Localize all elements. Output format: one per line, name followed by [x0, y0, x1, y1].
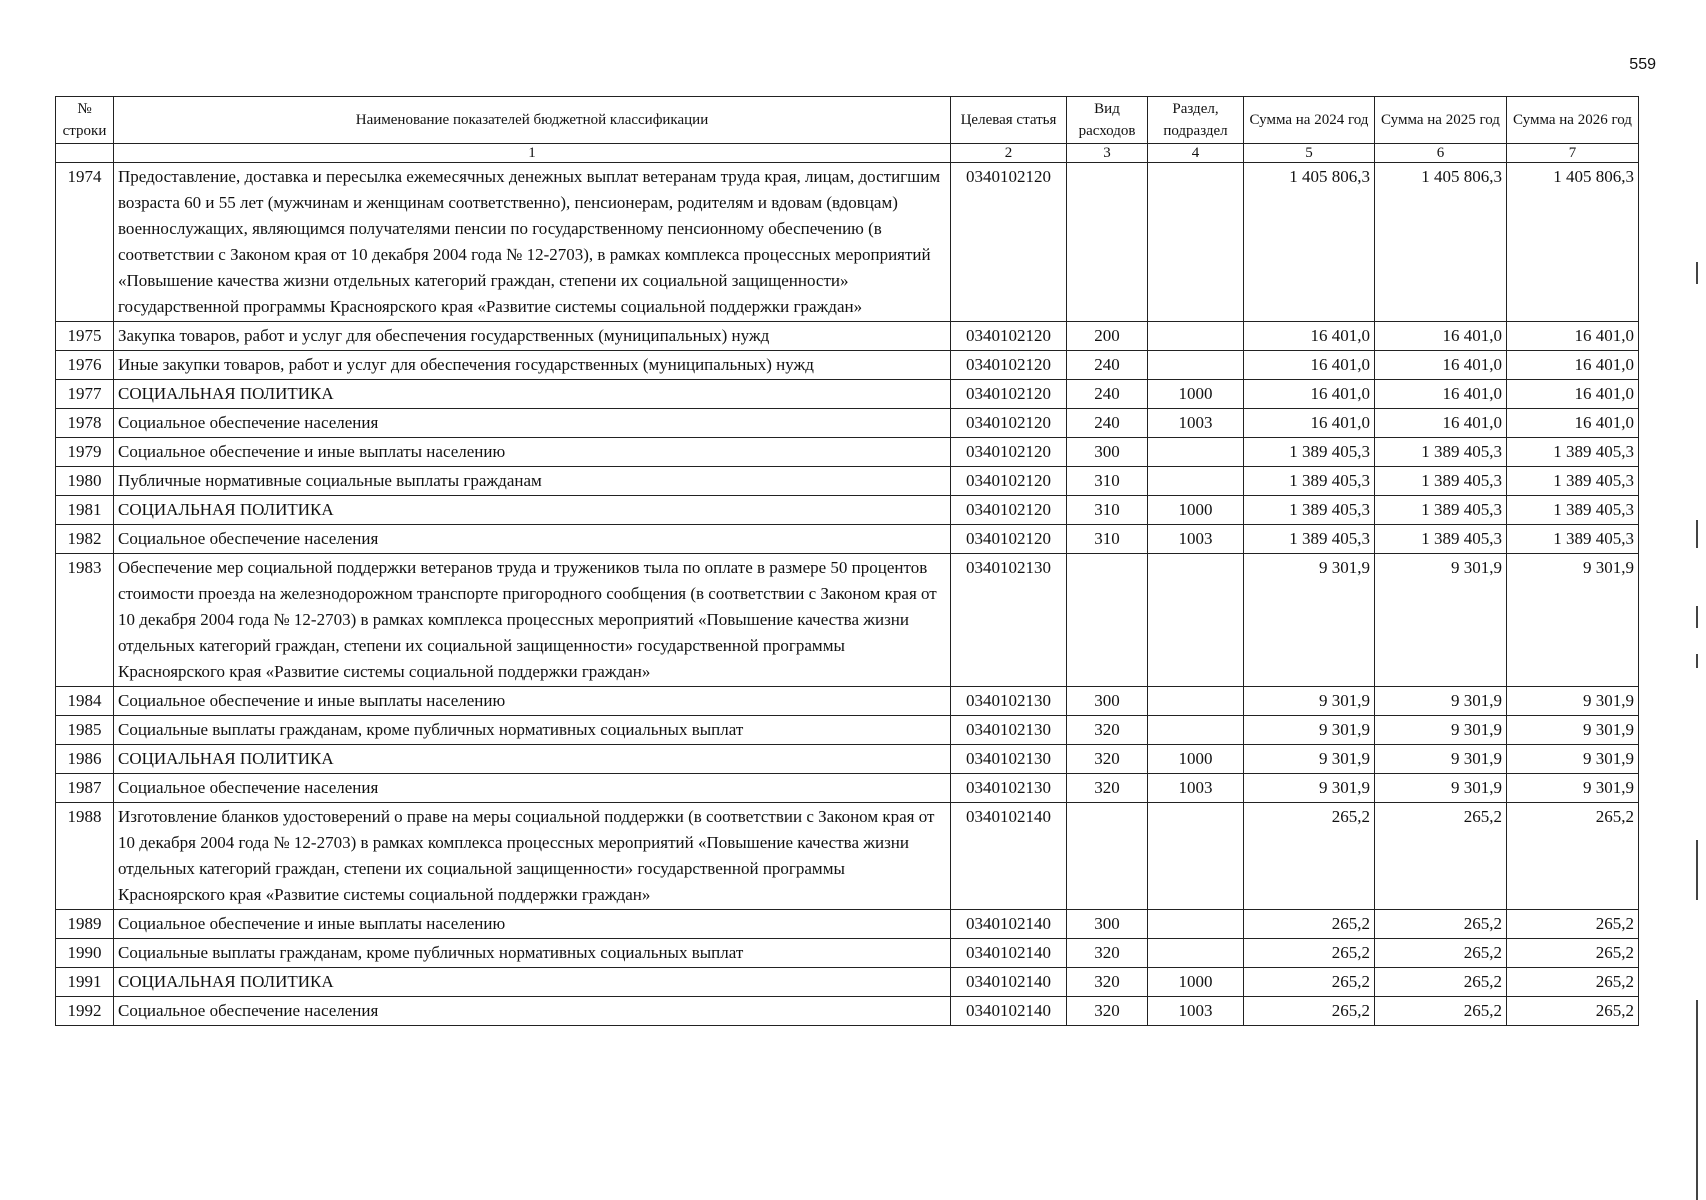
- row-section: [1148, 910, 1244, 939]
- row-sum-2025: 265,2: [1375, 803, 1507, 910]
- row-expense-type: 300: [1067, 438, 1148, 467]
- row-sum-2026: 9 301,9: [1507, 745, 1639, 774]
- row-sum-2026: 265,2: [1507, 939, 1639, 968]
- row-number: 1992: [56, 997, 114, 1026]
- row-target-article: 0340102120: [951, 409, 1067, 438]
- row-section: [1148, 438, 1244, 467]
- table-row: [56, 322, 1639, 351]
- row-section: [1148, 322, 1244, 351]
- row-expense-type: 320: [1067, 939, 1148, 968]
- row-sum-2024: 1 389 405,3: [1244, 467, 1375, 496]
- row-sum-2026: 16 401,0: [1507, 322, 1639, 351]
- row-target-article: 0340102140: [951, 939, 1067, 968]
- row-number: 1988: [56, 803, 114, 910]
- row-expense-type: 310: [1067, 525, 1148, 554]
- row-sum-2026: 9 301,9: [1507, 687, 1639, 716]
- row-number: 1989: [56, 910, 114, 939]
- row-section: [1148, 939, 1244, 968]
- row-target-article: 0340102120: [951, 322, 1067, 351]
- row-target-article: 0340102140: [951, 910, 1067, 939]
- header-sum-2026: Сумма на 2026 год: [1507, 97, 1639, 144]
- row-name: Закупка товаров, работ и услуг для обеспечения государственных (муниципальных) нужд: [114, 322, 951, 351]
- row-name: СОЦИАЛЬНАЯ ПОЛИТИКА: [114, 745, 951, 774]
- row-sum-2024: 16 401,0: [1244, 322, 1375, 351]
- row-section: 1003: [1148, 525, 1244, 554]
- row-section: [1148, 716, 1244, 745]
- row-name: Социальные выплаты гражданам, кроме публичных нормативных социальных выплат: [114, 716, 951, 745]
- row-expense-type: [1067, 163, 1148, 322]
- table-row: [56, 496, 1639, 525]
- table-row: [56, 803, 1639, 910]
- header-row-number: № строки: [56, 97, 114, 144]
- row-sum-2024: 265,2: [1244, 910, 1375, 939]
- row-number: 1975: [56, 322, 114, 351]
- row-sum-2025: 9 301,9: [1375, 774, 1507, 803]
- table-row: [56, 380, 1639, 409]
- column-number: 4: [1148, 144, 1244, 163]
- row-sum-2026: 16 401,0: [1507, 380, 1639, 409]
- row-name: Социальное обеспечение и иные выплаты населению: [114, 438, 951, 467]
- row-section: 1000: [1148, 380, 1244, 409]
- row-target-article: 0340102130: [951, 745, 1067, 774]
- row-number: 1983: [56, 554, 114, 687]
- row-target-article: 0340102120: [951, 380, 1067, 409]
- row-sum-2024: 16 401,0: [1244, 380, 1375, 409]
- row-number: 1991: [56, 968, 114, 997]
- row-expense-type: 300: [1067, 910, 1148, 939]
- header-expense-type: Вид расходов: [1067, 97, 1148, 144]
- row-sum-2024: 9 301,9: [1244, 687, 1375, 716]
- row-name: СОЦИАЛЬНАЯ ПОЛИТИКА: [114, 496, 951, 525]
- row-sum-2026: 265,2: [1507, 997, 1639, 1026]
- budget-table: [55, 96, 1639, 1026]
- row-sum-2025: 16 401,0: [1375, 380, 1507, 409]
- row-sum-2025: 9 301,9: [1375, 716, 1507, 745]
- row-name: Социальное обеспечение населения: [114, 525, 951, 554]
- column-number: 5: [1244, 144, 1375, 163]
- row-expense-type: 240: [1067, 409, 1148, 438]
- row-number: 1981: [56, 496, 114, 525]
- row-number: 1980: [56, 467, 114, 496]
- row-sum-2025: 1 389 405,3: [1375, 525, 1507, 554]
- row-target-article: 0340102130: [951, 554, 1067, 687]
- table-row: [56, 716, 1639, 745]
- row-sum-2025: 16 401,0: [1375, 351, 1507, 380]
- row-name: Иные закупки товаров, работ и услуг для обеспечения государственных (муниципальных) нужд: [114, 351, 951, 380]
- row-sum-2025: 9 301,9: [1375, 745, 1507, 774]
- row-sum-2026: 265,2: [1507, 803, 1639, 910]
- row-name: Социальное обеспечение и иные выплаты населению: [114, 687, 951, 716]
- row-sum-2025: 265,2: [1375, 968, 1507, 997]
- row-sum-2024: 1 389 405,3: [1244, 438, 1375, 467]
- row-sum-2024: 9 301,9: [1244, 745, 1375, 774]
- column-number-blank: [56, 144, 114, 163]
- row-sum-2026: 9 301,9: [1507, 774, 1639, 803]
- row-sum-2025: 1 389 405,3: [1375, 496, 1507, 525]
- header-name: Наименование показателей бюджетной классификации: [114, 97, 951, 144]
- row-sum-2026: 16 401,0: [1507, 409, 1639, 438]
- row-sum-2024: 16 401,0: [1244, 409, 1375, 438]
- header-section: Раздел, подраздел: [1148, 97, 1244, 144]
- row-section: 1003: [1148, 774, 1244, 803]
- row-section: [1148, 467, 1244, 496]
- row-expense-type: [1067, 803, 1148, 910]
- row-number: 1977: [56, 380, 114, 409]
- row-sum-2026: 1 389 405,3: [1507, 496, 1639, 525]
- table-row: [56, 163, 1639, 322]
- column-number: 3: [1067, 144, 1148, 163]
- row-name: Публичные нормативные социальные выплаты гражданам: [114, 467, 951, 496]
- row-expense-type: 310: [1067, 496, 1148, 525]
- row-number: 1990: [56, 939, 114, 968]
- table-row: [56, 687, 1639, 716]
- column-number: 7: [1507, 144, 1639, 163]
- row-target-article: 0340102120: [951, 351, 1067, 380]
- row-section: [1148, 803, 1244, 910]
- column-number-row: [56, 144, 1639, 163]
- row-sum-2024: 9 301,9: [1244, 774, 1375, 803]
- row-sum-2025: 265,2: [1375, 997, 1507, 1026]
- table-row: [56, 351, 1639, 380]
- row-sum-2026: 1 405 806,3: [1507, 163, 1639, 322]
- table-row: [56, 939, 1639, 968]
- row-sum-2025: 1 389 405,3: [1375, 467, 1507, 496]
- row-number: 1984: [56, 687, 114, 716]
- row-sum-2025: 1 389 405,3: [1375, 438, 1507, 467]
- row-section: [1148, 351, 1244, 380]
- row-name: Социальное обеспечение населения: [114, 997, 951, 1026]
- row-section: [1148, 687, 1244, 716]
- row-number: 1976: [56, 351, 114, 380]
- row-target-article: 0340102120: [951, 467, 1067, 496]
- row-expense-type: 320: [1067, 968, 1148, 997]
- row-sum-2024: 265,2: [1244, 968, 1375, 997]
- row-name: СОЦИАЛЬНАЯ ПОЛИТИКА: [114, 968, 951, 997]
- row-sum-2024: 9 301,9: [1244, 554, 1375, 687]
- row-expense-type: 320: [1067, 716, 1148, 745]
- table-row: [56, 968, 1639, 997]
- row-expense-type: 320: [1067, 745, 1148, 774]
- row-target-article: 0340102130: [951, 774, 1067, 803]
- row-number: 1982: [56, 525, 114, 554]
- row-name: Изготовление бланков удостоверений о праве на меры социальной поддержки (в соответствии с Законом края от 10 декабря 2004 года № 12-2703) в рамках комплекса процессных мероприятий «Повышение качества жизни отдельных категорий граждан, степени их социальной защищенности» государственной программы Красноярского края «Развитие системы социальной поддержки граждан»: [114, 803, 951, 910]
- row-sum-2025: 9 301,9: [1375, 554, 1507, 687]
- row-sum-2026: 9 301,9: [1507, 554, 1639, 687]
- row-sum-2024: 265,2: [1244, 997, 1375, 1026]
- row-sum-2024: 9 301,9: [1244, 716, 1375, 745]
- table-row: [56, 525, 1639, 554]
- row-name: Обеспечение мер социальной поддержки ветеранов труда и тружеников тыла по оплате в размере 50 процентов стоимости проезда на железнодорожном транспорте пригородного сообщения (в соответствии с Законом края от 10 декабря 2004 года № 12-2703) в рамках комплекса процессных мероприятий «Повышение качества жизни отдельных категорий граждан, степени их социальной защищенности» государственной программы Красноярского края «Развитие системы социальной поддержки граждан»: [114, 554, 951, 687]
- row-target-article: 0340102130: [951, 716, 1067, 745]
- column-number: 1: [114, 144, 951, 163]
- row-sum-2026: 16 401,0: [1507, 351, 1639, 380]
- row-target-article: 0340102140: [951, 803, 1067, 910]
- row-section: 1000: [1148, 745, 1244, 774]
- row-sum-2025: 9 301,9: [1375, 687, 1507, 716]
- header-sum-2025: Сумма на 2025 год: [1375, 97, 1507, 144]
- row-name: СОЦИАЛЬНАЯ ПОЛИТИКА: [114, 380, 951, 409]
- row-sum-2025: 265,2: [1375, 939, 1507, 968]
- row-sum-2024: 16 401,0: [1244, 351, 1375, 380]
- row-expense-type: 200: [1067, 322, 1148, 351]
- row-name: Социальное обеспечение населения: [114, 409, 951, 438]
- row-expense-type: 240: [1067, 380, 1148, 409]
- row-sum-2024: 1 405 806,3: [1244, 163, 1375, 322]
- row-sum-2025: 1 405 806,3: [1375, 163, 1507, 322]
- page-number: 559: [1629, 56, 1656, 73]
- row-sum-2026: 1 389 405,3: [1507, 525, 1639, 554]
- row-sum-2026: 9 301,9: [1507, 716, 1639, 745]
- row-expense-type: [1067, 554, 1148, 687]
- row-section: 1003: [1148, 409, 1244, 438]
- row-number: 1978: [56, 409, 114, 438]
- row-number: 1986: [56, 745, 114, 774]
- table-row: [56, 467, 1639, 496]
- column-number: 2: [951, 144, 1067, 163]
- table-row: [56, 745, 1639, 774]
- row-target-article: 0340102120: [951, 438, 1067, 467]
- row-section: 1000: [1148, 496, 1244, 525]
- row-expense-type: 310: [1067, 467, 1148, 496]
- row-sum-2026: 1 389 405,3: [1507, 467, 1639, 496]
- row-sum-2026: 1 389 405,3: [1507, 438, 1639, 467]
- row-name: Социальные выплаты гражданам, кроме публичных нормативных социальных выплат: [114, 939, 951, 968]
- row-sum-2024: 1 389 405,3: [1244, 496, 1375, 525]
- row-number: 1974: [56, 163, 114, 322]
- row-expense-type: 320: [1067, 774, 1148, 803]
- row-number: 1987: [56, 774, 114, 803]
- row-target-article: 0340102140: [951, 997, 1067, 1026]
- header-sum-2024: Сумма на 2024 год: [1244, 97, 1375, 144]
- table-body: [56, 163, 1639, 1026]
- row-name: Социальное обеспечение и иные выплаты населению: [114, 910, 951, 939]
- table-row: [56, 554, 1639, 687]
- row-expense-type: 300: [1067, 687, 1148, 716]
- row-target-article: 0340102120: [951, 525, 1067, 554]
- table-row: [56, 910, 1639, 939]
- row-name: Социальное обеспечение населения: [114, 774, 951, 803]
- row-target-article: 0340102120: [951, 496, 1067, 525]
- row-sum-2026: 265,2: [1507, 968, 1639, 997]
- row-sum-2025: 16 401,0: [1375, 409, 1507, 438]
- row-number: 1979: [56, 438, 114, 467]
- table-row: [56, 438, 1639, 467]
- row-target-article: 0340102120: [951, 163, 1067, 322]
- table-row: [56, 774, 1639, 803]
- table-row: [56, 409, 1639, 438]
- row-expense-type: 320: [1067, 997, 1148, 1026]
- row-number: 1985: [56, 716, 114, 745]
- row-section: [1148, 554, 1244, 687]
- row-expense-type: 240: [1067, 351, 1148, 380]
- row-target-article: 0340102130: [951, 687, 1067, 716]
- row-target-article: 0340102140: [951, 968, 1067, 997]
- table-header-row: [56, 97, 1639, 144]
- row-name: Предоставление, доставка и пересылка ежемесячных денежных выплат ветеранам труда края, лицам, достигшим возраста 60 и 55 лет (мужчинам и женщинам соответственно), пенсионерам, родителям и вдовам (вдовцам) военнослужащих, являющимся получателями пенсии по государственному пенсионному обеспечению (в соответствии с Законом края от 10 декабря 2004 года № 12-2703), в рамках комплекса процессных мероприятий «Повышение качества жизни отдельных категорий граждан, степени их социальной защищенности» государственной программы Красноярского края «Развитие системы социальной поддержки граждан»: [114, 163, 951, 322]
- row-sum-2024: 1 389 405,3: [1244, 525, 1375, 554]
- scan-edge-marks: [1696, 0, 1700, 1200]
- row-section: 1000: [1148, 968, 1244, 997]
- row-section: [1148, 163, 1244, 322]
- column-number: 6: [1375, 144, 1507, 163]
- row-sum-2025: 265,2: [1375, 910, 1507, 939]
- row-sum-2026: 265,2: [1507, 910, 1639, 939]
- row-section: 1003: [1148, 997, 1244, 1026]
- row-sum-2025: 16 401,0: [1375, 322, 1507, 351]
- table-row: [56, 997, 1639, 1026]
- header-target-article: Целевая статья: [951, 97, 1067, 144]
- row-sum-2024: 265,2: [1244, 803, 1375, 910]
- row-sum-2024: 265,2: [1244, 939, 1375, 968]
